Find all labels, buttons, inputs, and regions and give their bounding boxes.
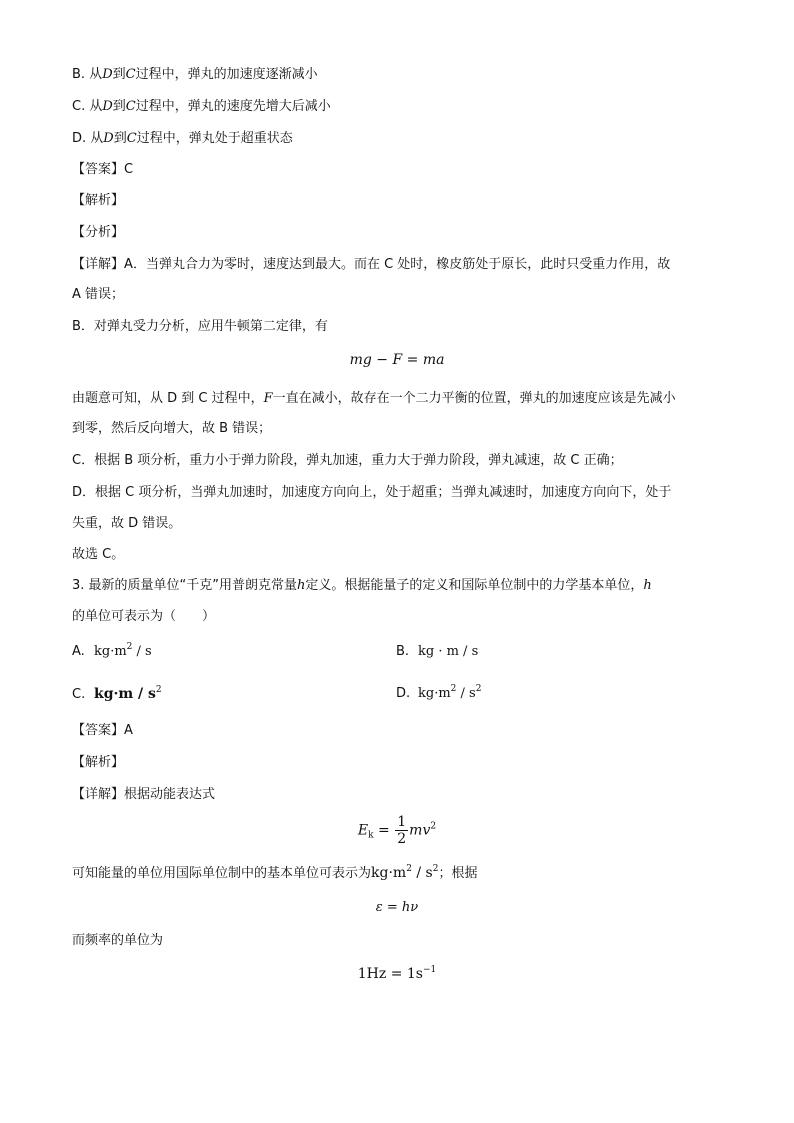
eq2-numerator: 1 [397, 814, 407, 830]
option-d-sup: 2 [450, 684, 457, 694]
option-b-line [72, 66, 318, 84]
detail-d-text: D．根据 C 项分析，当弹丸加速时，加速度方向向上，处于超重；当弹丸减速时，加速度方向向下，处于 [72, 485, 672, 500]
option-d-prefix: D. 从 [72, 131, 104, 146]
q3-option-b [396, 644, 478, 659]
detail-b-text2a: 由题意可知，从 D 到 C 过程中， [72, 391, 264, 406]
detail-text2a: 可知能量的单位用国际单位制中的基本单位可表示为 [72, 866, 372, 881]
force-f: F [263, 391, 273, 406]
q3-detail-line2 [72, 864, 477, 883]
detail-b-text2b: 一直在减小，故存在一个二力平衡的位置，弹丸的加速度应该是先减小 [272, 391, 676, 406]
option-a-unit: kg·m [94, 644, 127, 659]
option-d-sup2: 2 [475, 684, 482, 694]
option-b-mid: 到 [112, 67, 126, 82]
eq2-fraction [395, 814, 408, 847]
eq4-sup: −1 [422, 965, 437, 975]
energy-unit: kg·m [371, 865, 407, 881]
eq4-left: 1Hz = 1s [357, 966, 423, 982]
option-d-line [72, 130, 293, 148]
eq1-f: F [392, 352, 403, 368]
detail-d-text-cont: 失重，故 D 错误。 [72, 516, 182, 531]
eq3: ε = hν [375, 900, 419, 915]
q2-detail-b-line3 [72, 420, 271, 438]
option-c-line [72, 98, 331, 116]
point-d: D [102, 67, 113, 82]
eq1-left: mg [349, 352, 372, 368]
q3-detail-line3 [72, 932, 163, 950]
option-a-sup: 2 [126, 642, 133, 652]
q2-detail-d-line1 [72, 484, 671, 502]
point-c: C [126, 131, 137, 146]
eq2-denominator: 2 [397, 831, 407, 847]
q3-stem-c: 的单位可表示为（ ） [72, 609, 216, 624]
planck-h: h [643, 578, 652, 593]
option-b-text: 过程中，弹丸的加速度逐渐减小 [135, 67, 318, 82]
q2-conclusion-line [72, 546, 124, 564]
q2-detail-b-line1 [72, 318, 328, 336]
option-label: B. [396, 644, 410, 659]
equation-energy-quantum [0, 900, 794, 915]
detail-c-text: C．根据 B 项分析，重力小于弹力阶段，弹丸加速，重力大于弹力阶段，弹丸减速，故 C 正确； [72, 453, 623, 468]
answer-tag: 【 答案 】 [72, 723, 124, 738]
option-d-mid: 到 [113, 131, 127, 146]
eq1-equals: = [402, 352, 423, 368]
q3-option-c [72, 686, 162, 702]
analysis-tag: 【 解析 】 [72, 193, 124, 208]
detail-text3: 而频率的单位为 [72, 933, 164, 948]
q2-detail-d-line2 [72, 515, 181, 533]
point-c: C [125, 67, 136, 82]
q3-analysis-line [72, 754, 124, 772]
option-c-mid: 到 [112, 99, 126, 114]
option-b-prefix: B. 从 [72, 67, 103, 82]
detail-a-text-cont: A 错误； [72, 287, 125, 302]
equation-newton-second-law [0, 352, 794, 368]
detail-text2b: ；根据 [438, 866, 478, 881]
energy-unit-sup2: 2 [432, 864, 439, 874]
q2-analysis-line [72, 192, 124, 210]
option-b-unit: kg · m / s [418, 644, 479, 659]
option-c-unit: kg·m / s [94, 686, 156, 702]
eq1-right: ma [422, 352, 445, 368]
eq1-minus: − [371, 352, 393, 368]
energy-unit-sup: 2 [406, 864, 412, 874]
option-d-mid: / s [456, 686, 476, 701]
q3-option-d [396, 686, 481, 701]
option-label: D. [396, 686, 411, 701]
detail-a-text: A．当弹丸合力为零时，速度达到最大。而在 C 处时，橡皮筋处于原长，此时只受重力作用，故 [124, 257, 671, 272]
detail-text: 根据动能表达式 [124, 787, 216, 802]
equation-kinetic-energy [0, 814, 794, 847]
detail-tag: 【 详解 】 [72, 257, 124, 272]
analysis-tag: 【 解析 】 [72, 755, 124, 770]
detail-b-text3: 到零，然后反向增大，故 B 错误； [72, 421, 272, 436]
point-d: D [102, 99, 113, 114]
fenxi-tag: 【 分析 】 [72, 225, 124, 240]
point-c: C [125, 99, 136, 114]
q3-detail-line1 [72, 786, 215, 804]
eq2-sub: k [368, 830, 374, 841]
option-label: C. [72, 687, 86, 702]
q2-answer-line [72, 161, 133, 179]
answer-value: C [124, 162, 134, 177]
q2-fenxi-line [72, 224, 124, 242]
planck-h: h [297, 578, 306, 593]
q3-stem-a: 3. 最新的质量单位“千克”用普朗克常量 [72, 578, 298, 593]
detail-b-text: B．对弹丸受力分析，应用牛顿第二定律，有 [72, 319, 328, 334]
q3-answer-line [72, 722, 133, 740]
answer-tag: 【 答案 】 [72, 162, 124, 177]
eq2-mv: mv [409, 822, 431, 839]
q2-detail-a-line1 [72, 256, 670, 274]
option-c-sup: 2 [155, 685, 162, 695]
equation-frequency-unit [0, 966, 794, 982]
q3-stem-b: 定义。根据能量子的定义和国际单位制中的力学基本单位， [305, 578, 644, 593]
eq2-sup: 2 [430, 821, 437, 832]
q2-detail-a-line2 [72, 286, 124, 304]
eq2-equals: = [373, 822, 395, 839]
option-d-text: 过程中，弹丸处于超重状态 [136, 131, 293, 146]
detail-tag: 【 详解 】 [72, 787, 124, 802]
option-a-tail: / s [132, 644, 152, 659]
q3-option-a [72, 644, 152, 659]
answer-value: A [124, 723, 133, 738]
q2-detail-b-line2 [72, 390, 676, 408]
q2-detail-c-line [72, 452, 623, 470]
eq2-e: E [357, 822, 369, 839]
energy-unit-mid: / s [411, 865, 433, 881]
option-c-prefix: C. 从 [72, 99, 103, 114]
conclusion-text: 故选 C。 [72, 547, 125, 562]
point-d: D [103, 131, 114, 146]
option-d-unit: kg·m [418, 686, 451, 701]
q3-stem-line2 [72, 608, 215, 626]
option-c-text: 过程中，弹丸的速度先增大后减小 [135, 99, 331, 114]
q3-stem-line1 [72, 577, 652, 595]
option-label: A. [72, 644, 85, 659]
